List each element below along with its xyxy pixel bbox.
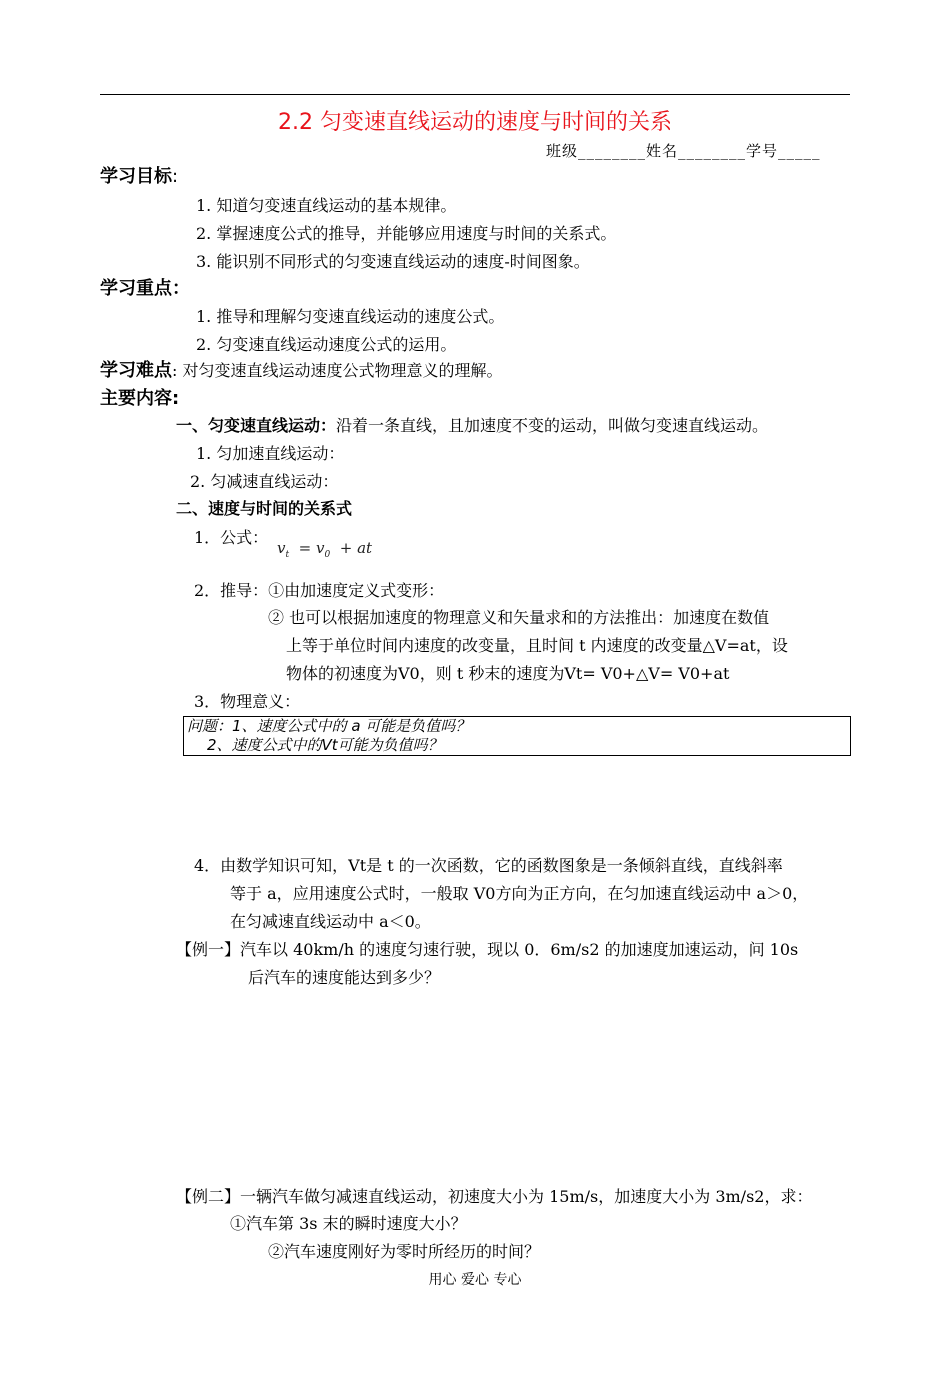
section1-line <box>176 416 768 435</box>
example2-subquestion: ②汽车速度刚好为零时所经历的时间？ <box>268 1242 541 1261</box>
derivation-line: 上等于单位时间内速度的改变量，且时间 t 内速度的改变量△V=at，设 <box>286 636 788 655</box>
goal-item: 2. 掌握速度公式的推导，并能够应用速度与时间的关系式。 <box>196 224 617 243</box>
difficulty-heading: 学习难点 <box>100 360 172 381</box>
example2-subquestion: ①汽车第 3s 末的瞬时速度大小？ <box>230 1214 467 1233</box>
example1-text: 汽车以 40km/h 的速度匀速行驶，现以 0．6m/s2 的加速度加速运动，问 10s <box>240 940 799 959</box>
example2-label: 【例二】 <box>176 1187 241 1206</box>
page-footer: 用心 爱心 专心 <box>428 1272 522 1288</box>
section1-text: 沿着一条直线，且加速度不变的运动，叫做匀变速直线运动。 <box>336 416 769 435</box>
key-points-heading: 学习重点： <box>100 278 190 299</box>
section1-item: 2. 匀减速直线运动： <box>190 472 339 491</box>
question-1: 问题：1、速度公式中的 a 可能是负值吗？ <box>187 717 471 735</box>
top-rule <box>100 94 850 95</box>
section1-item: 1. 匀加速直线运动： <box>196 444 345 463</box>
example1-label: 【例一】 <box>176 940 241 959</box>
example1-text: 后汽车的速度能达到多少？ <box>248 968 441 987</box>
class-name-id-line: 班级________姓名________学号_____ <box>546 142 821 160</box>
section2-label: 二、速度与时间的关系式 <box>176 499 353 518</box>
key-point-item: 2. 匀变速直线运动速度公式的运用。 <box>196 335 457 354</box>
item4-line: 等于 a，应用速度公式时，一般取 V0方向为正方向，在匀加速直线运动中 a＞0， <box>230 884 809 903</box>
item4-line: 4．由数学知识可知，Vt是 t 的一次函数，它的函数图象是一条倾斜直线，直线斜率 <box>194 856 783 875</box>
derivation-line: ② 也可以根据加速度的物理意义和矢量求和的方法推出：加速度在数值 <box>268 608 770 627</box>
derivation-label: 2．推导：①由加速度定义式变形： <box>194 581 445 600</box>
goal-item: 3. 能识别不同形式的匀变速直线运动的速度-时间图象。 <box>196 252 590 271</box>
derivation-line: 物体的初速度为V0，则 t 秒末的速度为Vt= V0+△V= V0+at <box>286 664 730 683</box>
meaning-label: 3．物理意义： <box>194 692 301 711</box>
main-heading: 主要内容: <box>100 388 180 409</box>
goals-heading: 学习目标: <box>100 166 179 187</box>
item4-line: 在匀减速直线运动中 a＜0。 <box>230 912 431 931</box>
example2-line <box>176 1187 812 1206</box>
difficulty-text: : 对匀变速直线运动速度公式物理意义的理解。 <box>172 361 503 380</box>
question-2: 2、速度公式中的Vt可能为负值吗？ <box>207 736 443 754</box>
key-point-item: 1. 推导和理解匀变速直线运动的速度公式。 <box>196 307 505 326</box>
formula-label: 1．公式： <box>194 528 269 547</box>
velocity-formula: $v_t = v_0$ + at <box>277 539 373 560</box>
difficulty-line <box>100 360 502 382</box>
goal-item: 1. 知道匀变速直线运动的基本规律。 <box>196 196 457 215</box>
section1-label: 一、匀变速直线运动： <box>176 416 337 435</box>
example2-text: 一辆汽车做匀减速直线运动，初速度大小为 15m/s，加速度大小为 3m/s2，求： <box>240 1187 813 1206</box>
example1-line <box>176 940 798 959</box>
page-title: 2.2 匀变速直线运动的速度与时间的关系 <box>278 110 672 135</box>
